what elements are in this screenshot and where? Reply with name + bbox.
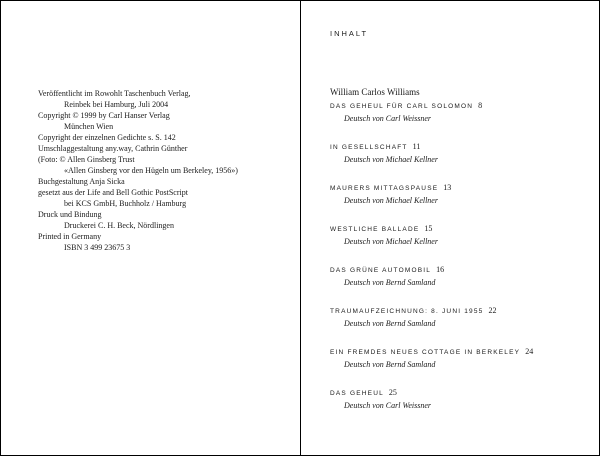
toc-entry-translator: Deutsch von Bernd Samland [344, 278, 436, 287]
imprint-line: Reinbek bei Hamburg, Juli 2004 [64, 100, 169, 109]
toc-entry-title-row [330, 101, 595, 112]
imprint-line: bei KCS GmbH, Buchholz / Hamburg [64, 199, 187, 208]
toc-author: William Carlos Williams [330, 87, 420, 97]
imprint-line: Printed in Germany [38, 232, 102, 241]
imprint-line: ISBN 3 499 23675 3 [64, 243, 131, 252]
imprint-line: Veröffentlicht im Rowohlt Taschenbuch Verlag, [38, 89, 191, 98]
toc-entry-translator: Deutsch von Carl Weissner [344, 401, 432, 410]
toc-entry-page: 13 [443, 183, 452, 192]
toc-entry [330, 306, 595, 329]
toc-entry-page: 15 [424, 224, 433, 233]
toc-entry [330, 347, 595, 370]
toc-entry-title-row [330, 306, 595, 317]
imprint-line: «Allen Ginsberg vor den Hügeln um Berkeley, 1956») [64, 166, 238, 175]
toc-entry-translator: Deutsch von Michael Kellner [344, 155, 438, 164]
toc-entry-page: 8 [478, 101, 483, 110]
toc-entry-title-row [330, 388, 595, 399]
imprint-line: (Foto: © Allen Ginsberg Trust [38, 155, 135, 164]
imprint-line: Copyright © 1999 by Carl Hanser Verlag [38, 111, 170, 120]
toc-entry-page: 25 [388, 388, 397, 397]
imprint-line: Buchgestaltung Anja Sicka [38, 177, 125, 186]
toc-entry-title-row [330, 224, 595, 235]
toc-entry-translator: Deutsch von Michael Kellner [344, 237, 438, 246]
toc-entry-title-row [330, 142, 595, 153]
toc-entry [330, 101, 595, 124]
toc-entry-title: MAURERS MITTAGSPAUSE [330, 185, 439, 192]
toc-entry-page: 11 [412, 142, 421, 151]
toc-entry [330, 388, 595, 411]
toc-list [330, 101, 595, 429]
toc-entry-translator: Deutsch von Michael Kellner [344, 196, 438, 205]
imprint-line: Druckerei C. H. Beck, Nördlingen [64, 221, 174, 230]
toc-entry-page: 24 [525, 347, 534, 356]
toc-entry-title: WESTLICHE BALLADE [330, 226, 420, 233]
toc-entry [330, 265, 595, 288]
right-page [301, 0, 600, 456]
imprint-line: gesetzt aus der Life and Bell Gothic PostScript [38, 188, 188, 197]
imprint-line: München Wien [64, 122, 114, 131]
toc-entry-title-row [330, 183, 595, 194]
toc-heading: INHALT [330, 29, 369, 38]
toc-entry-translator: Deutsch von Bernd Samland [344, 319, 436, 328]
toc-entry-page: 16 [436, 265, 445, 274]
toc-entry-translator: Deutsch von Carl Weissner [344, 114, 432, 123]
toc-entry-title: TRAUMAUFZEICHNUNG: 8. JUNI 1955 [330, 308, 484, 315]
toc-entry-title: IN GESELLSCHAFT [330, 144, 408, 151]
toc-entry-title: DAS GEHEUL [330, 390, 384, 397]
toc-entry-title: DAS GEHEUL FÜR CARL SOLOMON [330, 103, 474, 110]
imprint-line: Umschlaggestaltung any.way, Cathrin Günther [38, 144, 188, 153]
toc-entry-title: EIN FREMDES NEUES COTTAGE IN BERKELEY [330, 349, 521, 356]
toc-entry-title-row [330, 265, 595, 276]
toc-entry [330, 183, 595, 206]
imprint-block [38, 88, 288, 253]
toc-entry-page: 22 [488, 306, 497, 315]
toc-entry-translator: Deutsch von Bernd Samland [344, 360, 436, 369]
toc-entry [330, 142, 595, 165]
toc-entry-title: DAS GRÜNE AUTOMOBIL [330, 267, 432, 274]
toc-entry-title-row [330, 347, 595, 358]
imprint-line: Druck und Bindung [38, 210, 102, 219]
toc-entry [330, 224, 595, 247]
imprint-line: Copyright der einzelnen Gedichte s. S. 142 [38, 133, 176, 142]
